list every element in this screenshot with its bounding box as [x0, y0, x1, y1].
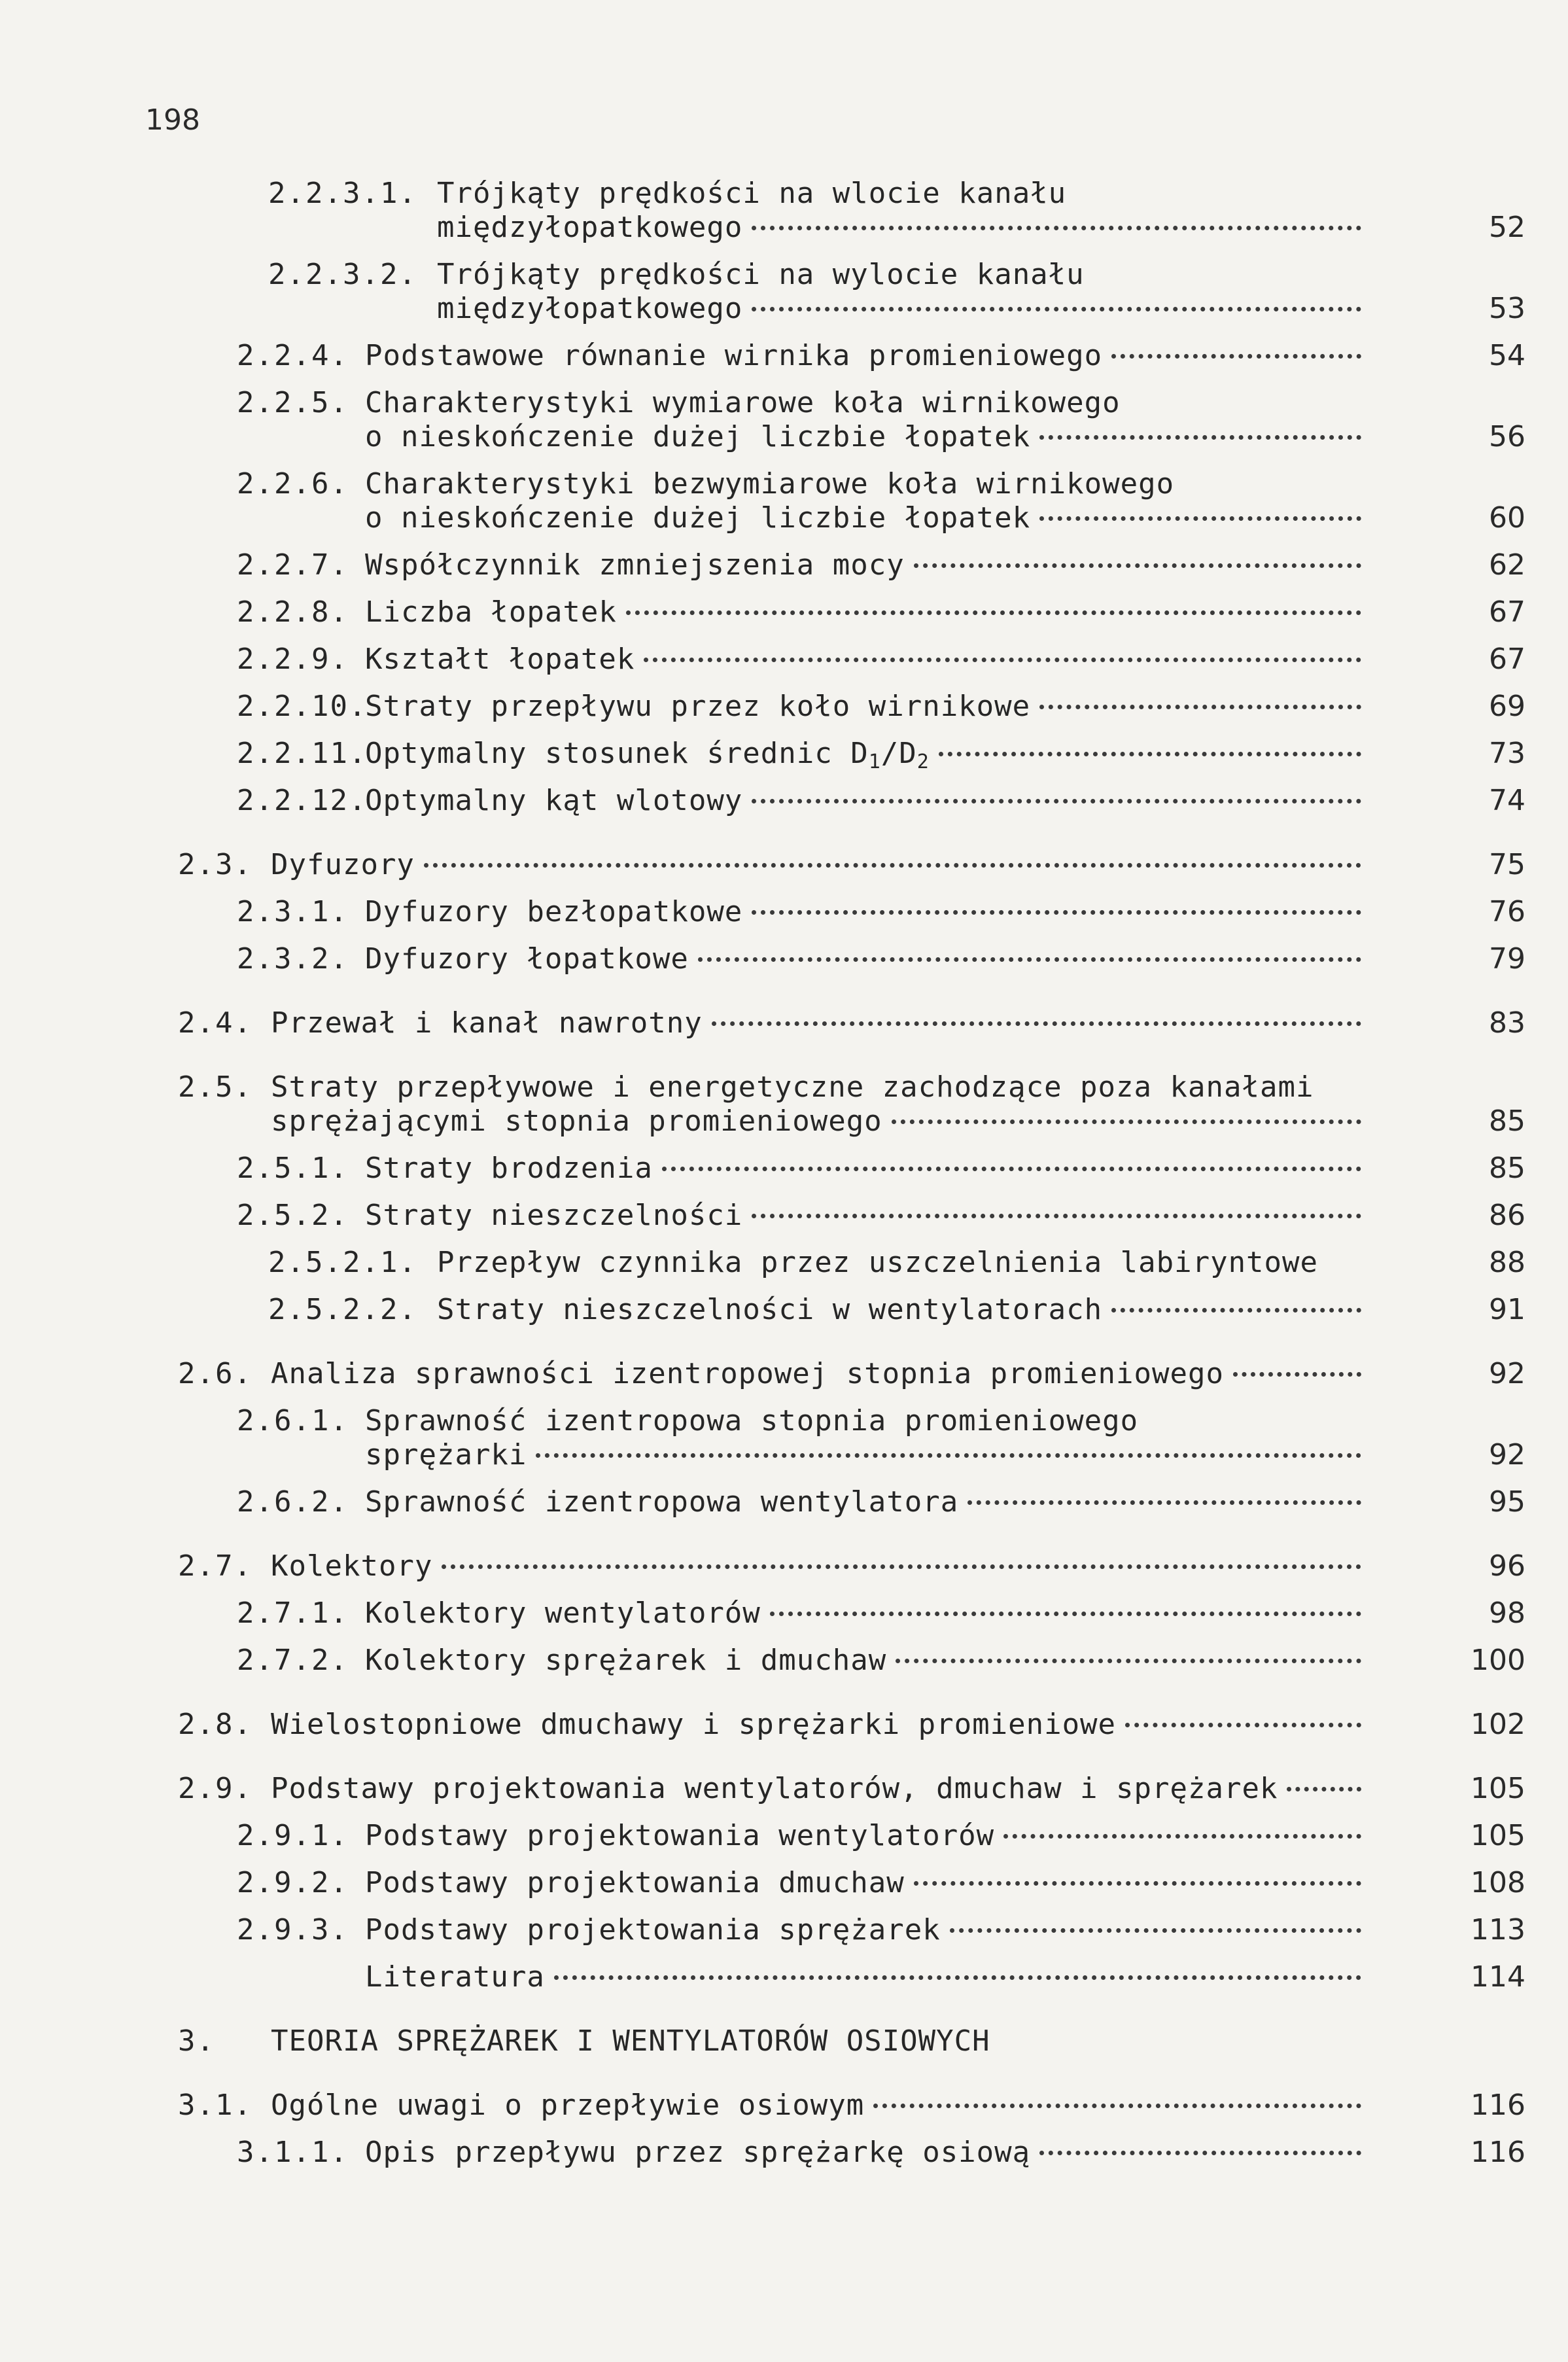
dot-leader — [914, 1881, 1361, 1886]
toc-entry-page: 86 — [1489, 1199, 1525, 1232]
toc-entry-page: 74 — [1489, 784, 1525, 817]
toc-entry — [0, 381, 1568, 462]
toc-entry-page: 105 — [1471, 1772, 1525, 1805]
toc-entry-page: 67 — [1489, 595, 1525, 629]
dot-leader — [939, 752, 1361, 756]
toc-entry — [0, 1702, 1568, 1750]
dot-leader — [1003, 1834, 1361, 1839]
dot-leader — [752, 799, 1361, 803]
dot-leader — [892, 1119, 1361, 1124]
toc-entry-number: 2.2.10. — [237, 690, 368, 723]
toc-entry-title: Opis przepływu przez sprężarkę osiową — [365, 2136, 1031, 2169]
toc-entry-title: Kształt łopatek — [365, 643, 635, 676]
dot-leader — [1039, 516, 1361, 521]
toc-entry — [0, 1001, 1568, 1048]
toc-entry-number: 2.9.3. — [237, 1913, 349, 1947]
toc-entry-page: 56 — [1489, 420, 1525, 453]
toc-entry — [0, 1480, 1568, 1527]
toc-entry — [0, 1955, 1568, 2002]
dot-leader — [424, 863, 1361, 868]
toc-entry-number: 2.2.3.1. — [268, 177, 417, 210]
toc-entry-title: o nieskończenie dużej liczbie łopatek — [365, 501, 1031, 535]
toc-entry — [0, 1591, 1568, 1638]
toc-entry-number: 2.7.1. — [237, 1596, 349, 1630]
toc-entry-title: sprężarki — [365, 1438, 527, 1472]
toc-entry-page: 62 — [1489, 548, 1525, 582]
dot-leader — [1287, 1787, 1361, 1791]
toc-entry-number: 2.5. — [178, 1070, 253, 1104]
toc-entry-title: Wielostopniowe dmuchawy i sprężarki promieniowe — [271, 1708, 1117, 1741]
dot-leader — [873, 2104, 1361, 2108]
toc-entry — [0, 684, 1568, 732]
toc-entry-number: 2.3.1. — [237, 895, 349, 928]
toc-entry — [0, 1544, 1568, 1591]
toc-entry-number: 2.9. — [178, 1772, 253, 1805]
toc-entry-title: Podstawowe równanie wirnika promieniowego — [365, 339, 1103, 372]
toc-entry-title: Straty przepływu przez koło wirnikowe — [365, 690, 1031, 723]
toc-entry-number: 2.3.2. — [237, 942, 349, 976]
toc-entry-number: 2.2.8. — [237, 595, 349, 629]
toc-entry-title: Optymalny kąt wlotowy — [365, 784, 743, 817]
dot-leader — [1039, 705, 1361, 709]
toc-entry-title: Kolektory — [271, 1549, 433, 1583]
toc-entry-title: Analiza sprawności izentropowej stopnia promieniowego — [271, 1357, 1224, 1390]
toc-entry — [0, 779, 1568, 826]
toc-entry-title: międzyłopatkowego — [437, 292, 743, 325]
toc-entry-number: 2.7.2. — [237, 1644, 349, 1677]
toc-entry — [0, 2083, 1568, 2130]
toc-entry-page: 53 — [1489, 292, 1525, 325]
toc-entry-title: międzyłopatkowego — [437, 211, 743, 244]
dot-leader — [1233, 1372, 1361, 1377]
toc-entry-page: 85 — [1489, 1104, 1525, 1138]
toc-entry-number: 2.2.3.2. — [268, 258, 417, 291]
dot-leader — [752, 910, 1361, 915]
toc-entry-number: 2.2.9. — [237, 643, 349, 676]
toc-entry — [0, 937, 1568, 984]
toc-entry-title: Sprawność izentropowa wentylatora — [365, 1485, 959, 1519]
toc-entry-number: 2.6. — [178, 1357, 253, 1390]
toc-entry-page: 92 — [1489, 1357, 1525, 1390]
toc-entry-number: 3.1.1. — [237, 2136, 349, 2169]
toc-entry-title: Podstawy projektowania sprężarek — [365, 1913, 941, 1947]
toc-entry-page: 75 — [1489, 848, 1525, 881]
toc-entry-title: sprężającymi stopnia promieniowego — [271, 1104, 882, 1138]
toc-entry-title: Dyfuzory — [271, 848, 415, 881]
dot-leader — [950, 1928, 1361, 1933]
toc-entry — [0, 1767, 1568, 1814]
toc-entry-title: Podstawy projektowania wentylatorów — [365, 1819, 995, 1852]
toc-entry-title: Straty nieszczelności — [365, 1199, 743, 1232]
dot-leader — [1039, 2151, 1361, 2155]
toc-entry-page: 92 — [1489, 1438, 1525, 1472]
dot-leader — [644, 658, 1361, 662]
toc-entry-number: 2.5.2. — [237, 1199, 349, 1232]
toc-entry-title: Straty nieszczelności w wentylatorach — [437, 1293, 1103, 1326]
dot-leader — [1111, 1308, 1361, 1313]
toc-entry-page: 96 — [1489, 1549, 1525, 1583]
toc-entry-number: 3.1. — [178, 2089, 253, 2122]
toc-entry-page: 102 — [1471, 1708, 1525, 1741]
toc-entry-title: Dyfuzory bezłopatkowe — [365, 895, 743, 928]
toc-entry-page: 69 — [1489, 690, 1525, 723]
dot-leader — [1111, 354, 1361, 359]
toc-entry-number: 3. — [178, 2024, 215, 2058]
toc-entry-page: 98 — [1489, 1596, 1525, 1630]
toc-entry-title: Straty przepływowe i energetyczne zachodzące poza kanałami — [271, 1070, 1314, 1104]
toc-entry-number: 2.2.12. — [237, 784, 368, 817]
dot-leader — [442, 1564, 1361, 1569]
toc-entry — [0, 171, 1568, 253]
dot-leader — [967, 1500, 1361, 1505]
toc-entry-page: 54 — [1489, 339, 1525, 372]
toc-entry-number: 2.5.2.1. — [268, 1246, 417, 1279]
toc-entry-title: Straty brodzenia — [365, 1152, 653, 1185]
toc-entry-title: Dyfuzory łopatkowe — [365, 942, 689, 976]
toc-entry-page: 116 — [1471, 2136, 1525, 2169]
toc-entry-page: 76 — [1489, 895, 1525, 928]
toc-entry-title: Podstawy projektowania dmuchaw — [365, 1866, 905, 1899]
toc-entry-number: 2.2.7. — [237, 548, 349, 582]
dot-leader — [698, 957, 1361, 962]
toc-entry — [0, 890, 1568, 937]
dot-leader — [752, 226, 1361, 230]
toc-entry — [0, 1288, 1568, 1335]
dot-leader — [752, 1214, 1361, 1218]
dot-leader — [626, 610, 1361, 615]
toc-entry-page: 100 — [1471, 1644, 1525, 1677]
dot-leader — [536, 1453, 1361, 1458]
dot-leader — [896, 1659, 1361, 1663]
toc-entry-title: Charakterystyki wymiarowe koła wirnikowego — [365, 386, 1121, 419]
toc-entry-number: 2.2.5. — [237, 386, 349, 419]
toc-entry-page: 67 — [1489, 643, 1525, 676]
toc-entry-number: 2.3. — [178, 848, 253, 881]
toc-entry — [0, 732, 1568, 779]
toc-entry-number: 2.5.1. — [237, 1152, 349, 1185]
table-of-contents — [0, 171, 1568, 2177]
dot-leader — [1125, 1723, 1361, 1727]
toc-entry-title: Literatura — [365, 1960, 545, 1994]
toc-entry-title: Charakterystyki bezwymiarowe koła wirnikowego — [365, 467, 1175, 501]
dot-leader — [752, 307, 1361, 311]
toc-entry-title: Podstawy projektowania wentylatorów, dmuchaw i sprężarek — [271, 1772, 1278, 1805]
toc-entry-title: o nieskończenie dużej liczbie łopatek — [365, 420, 1031, 453]
toc-entry-number: 2.9.2. — [237, 1866, 349, 1899]
toc-entry-title: Przepływ czynnika przez uszczelnienia labiryntowe — [437, 1246, 1319, 1279]
toc-entry-title: Współczynnik zmniejszenia mocy — [365, 548, 905, 582]
toc-entry — [0, 2130, 1568, 2177]
toc-entry-number: 2.2.6. — [237, 467, 349, 501]
toc-entry-title: Kolektory sprężarek i dmuchaw — [365, 1644, 887, 1677]
toc-entry-number: 2.6.1. — [237, 1404, 349, 1437]
toc-entry-title: Ogólne uwagi o przepływie osiowym — [271, 2089, 865, 2122]
toc-entry — [0, 543, 1568, 590]
toc-entry — [0, 1638, 1568, 1685]
dot-leader — [914, 563, 1361, 568]
dot-leader — [662, 1167, 1361, 1171]
toc-entry — [0, 1065, 1568, 1146]
toc-entry-number: 2.7. — [178, 1549, 253, 1583]
toc-entry — [0, 253, 1568, 334]
toc-entry-page: 52 — [1489, 211, 1525, 244]
toc-entry — [0, 1399, 1568, 1480]
toc-entry — [0, 1861, 1568, 1908]
toc-entry-title: Sprawność izentropowa stopnia promieniowego — [365, 1404, 1139, 1437]
toc-entry-number: 2.6.2. — [237, 1485, 349, 1519]
toc-entry-page: 88 — [1489, 1246, 1525, 1279]
toc-entry — [0, 1814, 1568, 1861]
toc-entry-page: 79 — [1489, 942, 1525, 976]
toc-entry-page: 73 — [1489, 737, 1525, 770]
toc-entry — [0, 590, 1568, 637]
toc-entry-number: 2.8. — [178, 1708, 253, 1741]
toc-entry-title: Liczba łopatek — [365, 595, 617, 629]
toc-entry-title: Trójkąty prędkości na wlocie kanału — [437, 177, 1067, 210]
toc-entry — [0, 843, 1568, 890]
toc-entry-page: 60 — [1489, 501, 1525, 535]
toc-entry — [0, 1352, 1568, 1399]
toc-entry — [0, 1241, 1568, 1288]
toc-entry-page: 116 — [1471, 2089, 1525, 2122]
dot-leader — [712, 1021, 1361, 1026]
toc-entry-title: Przewał i kanał nawrotny — [271, 1006, 703, 1040]
toc-entry-number: 2.9.1. — [237, 1819, 349, 1852]
dot-leader — [554, 1975, 1361, 1980]
toc-entry-number: 2.5.2.2. — [268, 1293, 417, 1326]
toc-entry-page: 113 — [1471, 1913, 1525, 1947]
toc-entry — [0, 637, 1568, 684]
dot-leader — [1039, 435, 1361, 440]
toc-entry-page: 105 — [1471, 1819, 1525, 1852]
toc-entry-page: 83 — [1489, 1006, 1525, 1040]
toc-entry — [0, 1908, 1568, 1955]
toc-entry-page: 85 — [1489, 1152, 1525, 1185]
toc-entry-page: 108 — [1471, 1866, 1525, 1899]
page-number: 198 — [145, 103, 200, 137]
dot-leader — [770, 1612, 1361, 1616]
toc-entry — [0, 462, 1568, 543]
toc-entry-page: 95 — [1489, 1485, 1525, 1519]
toc-entry-title: Kolektory wentylatorów — [365, 1596, 761, 1630]
toc-entry-title: TEORIA SPRĘŻAREK I WENTYLATORÓW OSIOWYCH — [271, 2024, 990, 2058]
toc-entry-title: Trójkąty prędkości na wylocie kanału — [437, 258, 1085, 291]
toc-entry-title: Optymalny stosunek średnic $D_1/D_2$ — [365, 737, 930, 773]
toc-entry-number: 2.2.4. — [237, 339, 349, 372]
toc-entry — [0, 1193, 1568, 1241]
toc-entry-number: 2.4. — [178, 1006, 253, 1040]
toc-entry-page: 91 — [1489, 1293, 1525, 1326]
toc-entry-number: 2.2.11. — [237, 737, 368, 770]
toc-entry — [0, 1146, 1568, 1193]
toc-entry — [0, 2019, 1568, 2066]
toc-entry — [0, 334, 1568, 381]
toc-entry-page: 114 — [1471, 1960, 1525, 1994]
